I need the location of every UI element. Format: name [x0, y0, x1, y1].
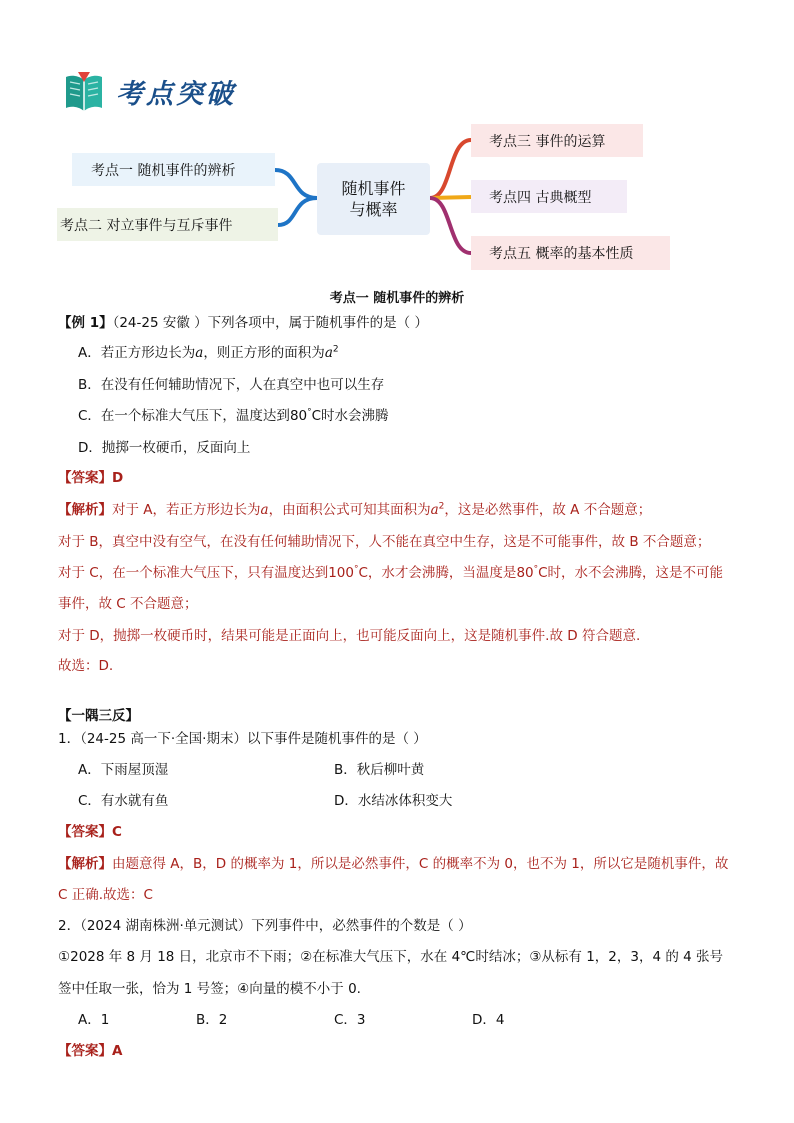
q2-answer-tag: 【答案】 [58, 1043, 112, 1059]
option-a-var: a [195, 345, 204, 361]
analysis-3-deg: ° [354, 564, 359, 575]
q1-option-c: C．有水就有鱼 [78, 793, 169, 809]
mindmap-node-topic-5: 考点五 概率的基本性质 [471, 236, 670, 270]
analysis-tag: 【解析】 [58, 502, 112, 518]
analysis-line-3 [58, 563, 723, 583]
q2-answer [58, 1041, 122, 1061]
section-title: 考点一 随机事件的辨析 [329, 291, 465, 306]
q1-option-b: B．秋后柳叶黄 [334, 762, 425, 778]
analysis-1-post: ，这是必然事件，故 A 不合题意； [444, 502, 652, 518]
mindmap-node-topic-4: 考点四 古典概型 [471, 180, 627, 213]
q1-answer [58, 822, 122, 842]
analysis-line-5: 对于 D，抛掷一枚硬币时，结果可能是正面向上，也可能反面向上，这是随机事件.故 D 符合题意. [58, 628, 641, 644]
q2-answer-value: A [112, 1043, 123, 1059]
analysis-3-mid: C，水才会沸腾，当温度是 [358, 565, 517, 581]
option-c-text: C．在一个标准大气压下，温度达到 [78, 408, 290, 424]
q2-option-d: D．4 [472, 1012, 505, 1028]
analysis-3-deg2: ° [533, 564, 539, 575]
answer-value: D [112, 470, 124, 486]
option-a-var2: a [324, 345, 333, 361]
option-c-num: 80 [289, 408, 308, 424]
connector-right-5 [430, 198, 471, 253]
q1-analysis-line-1 [58, 854, 728, 874]
mindmap-node-topic-3: 考点三 事件的运算 [471, 124, 643, 157]
connector-left-1 [275, 170, 317, 198]
q2-option-b: B．2 [196, 1012, 228, 1028]
option-a-text: A．若正方形边长为 [78, 345, 196, 361]
option-c-post: C时水会沸腾 [311, 408, 389, 424]
analysis-line-4: 事件，故 C 不合题意； [58, 596, 198, 612]
q2-option-c: C．3 [334, 1012, 366, 1028]
practice-tag: 【一隅三反】 [58, 708, 139, 724]
q2-option-a: A．1 [78, 1012, 110, 1028]
analysis-3-post: C时，水不会沸腾，这是不可能 [538, 565, 724, 581]
analysis-line-6: 故选：D. [58, 658, 114, 674]
analysis-1-var2: a [430, 502, 439, 518]
answer-tag: 【答案】 [58, 470, 112, 486]
analysis-1-pre: 对于 A，若正方形边长为 [112, 502, 261, 518]
option-a-sup: 2 [332, 344, 339, 355]
analysis-3-num: 100 [328, 565, 354, 581]
mindmap-node-topic-2: 考点二 对立事件与互斥事件 [57, 208, 278, 241]
q1-analysis-tag: 【解析】 [58, 856, 112, 872]
connector-left-2 [278, 198, 317, 225]
q1-option-d: D．水结冰体积变大 [334, 793, 453, 809]
mind-map [0, 118, 794, 278]
option-c-deg: ° [307, 407, 312, 418]
analysis-1-mid: ，由面积公式可知其面积为 [268, 502, 431, 518]
q1-analysis-line-2: C 正确.故选：C [58, 887, 153, 903]
q1-stem: 1．（24-25 高一下·全国·期末）以下事件是随机事件的是（ ） [58, 731, 427, 747]
example-option-d: D．抛掷一枚硬币，反面向上 [78, 440, 251, 456]
q2-body-line-2: 签中任取一张，恰为 1 号签；④向量的模不小于 0. [58, 981, 361, 997]
mindmap-node-topic-1: 考点一 随机事件的辨析 [72, 153, 275, 186]
q1-answer-tag: 【答案】 [58, 824, 112, 840]
example-answer [58, 468, 123, 488]
mindmap-center-node [317, 163, 430, 235]
connector-right-3 [430, 140, 471, 198]
analysis-3-num2: 80 [516, 565, 534, 581]
center-line-1: 随机事件 [341, 179, 406, 198]
q1-analysis-text: 由题意得 A，B，D 的概率为 1，所以是必然事件，C 的概率不为 0，也不为 1，所以它是随机事件，故 [112, 856, 729, 872]
q1-option-a: A．下雨屋顶湿 [78, 762, 169, 778]
analysis-1-sup: 2 [438, 501, 445, 512]
analysis-1-var: a [260, 502, 269, 518]
q2-body-line-1: ①2028 年 8 月 18 日，北京市不下雨；②在标准大气压下，水在 4℃时结冰；③从标有 1，2，3，4 的 4 张号 [58, 949, 724, 965]
example-1-stem [58, 313, 428, 333]
analysis-line-1 [58, 500, 651, 520]
example-stem-text: （24-25 安徽 ）下列各项中，属于随机事件的是（ ） [112, 315, 428, 331]
open-book-icon [64, 70, 104, 112]
example-tag: 【例 1】 [58, 315, 113, 331]
analysis-line-2: 对于 B，真空中没有空气，在没有任何辅助情况下，人不能在真空中生存，这是不可能事件，故 B 不合题意； [58, 534, 711, 550]
center-line-2: 与概率 [349, 200, 398, 219]
example-option-a [78, 343, 339, 363]
example-option-c [78, 406, 389, 426]
q1-answer-value: C [112, 824, 122, 840]
example-option-b: B．在没有任何辅助情况下，人在真空中也可以生存 [78, 377, 385, 393]
page-heading: 考点突破 [116, 79, 236, 110]
q2-stem: 2．（2024 湖南株洲·单元测试）下列事件中，必然事件的个数是（ ） [58, 918, 472, 934]
analysis-3-pre: 对于 C，在一个标准大气压下，只有温度达到 [58, 565, 329, 581]
option-a-mid: ，则正方形的面积为 [203, 345, 325, 361]
